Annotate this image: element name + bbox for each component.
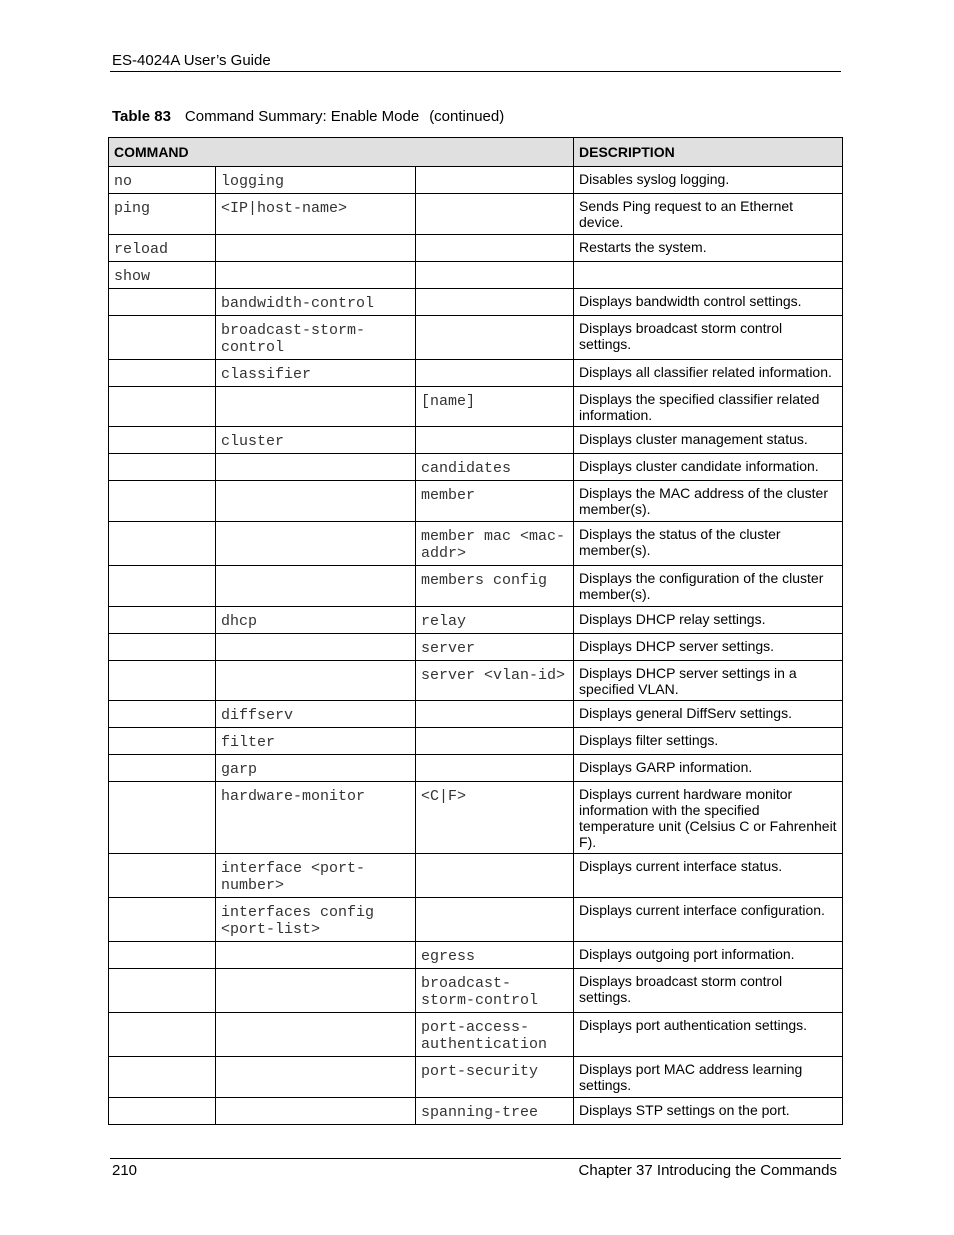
subcommand-cell: garp: [216, 755, 416, 782]
table-row: [109, 566, 843, 607]
description-cell: Displays the status of the cluster member(s).: [574, 522, 843, 566]
option-cell: [416, 194, 574, 235]
option-cell: [416, 167, 574, 194]
subcommand-cell: [216, 481, 416, 522]
table-row: [109, 316, 843, 360]
description-cell: Displays DHCP server settings.: [574, 634, 843, 661]
option-cell: server: [416, 634, 574, 661]
command-cell: [109, 360, 216, 387]
option-cell: [416, 898, 574, 942]
command-cell: [109, 454, 216, 481]
subcommand-cell: [216, 235, 416, 262]
description-cell: Displays the specified classifier related information.: [574, 387, 843, 427]
command-cell: [109, 755, 216, 782]
description-cell: Displays GARP information.: [574, 755, 843, 782]
option-cell: member: [416, 481, 574, 522]
table-row: [109, 387, 843, 427]
description-cell: Displays cluster candidate information.: [574, 454, 843, 481]
description-cell: Displays all classifier related information.: [574, 360, 843, 387]
command-cell: ping: [109, 194, 216, 235]
option-cell: port-access- authentication: [416, 1013, 574, 1057]
description-cell: Displays cluster management status.: [574, 427, 843, 454]
description-cell: Displays the configuration of the cluster member(s).: [574, 566, 843, 607]
option-cell: [416, 427, 574, 454]
option-cell: egress: [416, 942, 574, 969]
option-cell: [name]: [416, 387, 574, 427]
subcommand-cell: [216, 942, 416, 969]
table-row: [109, 701, 843, 728]
description-cell: Displays port authentication settings.: [574, 1013, 843, 1057]
description-cell: Displays current hardware monitor information with the specified temperature unit (Celsius C or Fahrenheit F).: [574, 782, 843, 854]
page-number: 210: [112, 1162, 138, 1179]
table-caption-suffix: (continued): [429, 108, 505, 125]
description-cell: Displays DHCP relay settings.: [574, 607, 843, 634]
subcommand-cell: [216, 1057, 416, 1098]
table-body: [109, 167, 843, 1125]
description-cell: Sends Ping request to an Ethernet device.: [574, 194, 843, 235]
subcommand-cell: [216, 1013, 416, 1057]
subcommand-cell: [216, 1098, 416, 1125]
option-cell: members config: [416, 566, 574, 607]
subcommand-cell: [216, 262, 416, 289]
subcommand-cell: <IP|host-name>: [216, 194, 416, 235]
subcommand-cell: filter: [216, 728, 416, 755]
command-cell: reload: [109, 235, 216, 262]
option-cell: server <vlan-id>: [416, 661, 574, 701]
command-cell: [109, 701, 216, 728]
table-row: [109, 969, 843, 1013]
option-cell: relay: [416, 607, 574, 634]
command-cell: no: [109, 167, 216, 194]
option-cell: [416, 360, 574, 387]
table-row: [109, 782, 843, 854]
option-cell: [416, 854, 574, 898]
command-cell: [109, 969, 216, 1013]
command-cell: [109, 728, 216, 755]
table-row: [109, 262, 843, 289]
table-row: [109, 454, 843, 481]
header-rule: [110, 71, 841, 72]
description-cell: Displays bandwidth control settings.: [574, 289, 843, 316]
command-cell: [109, 1057, 216, 1098]
option-cell: broadcast- storm-control: [416, 969, 574, 1013]
description-cell: Displays filter settings.: [574, 728, 843, 755]
subcommand-cell: [216, 969, 416, 1013]
table-row: [109, 360, 843, 387]
chapter-title: Chapter 37 Introducing the Commands: [578, 1162, 837, 1179]
command-cell: [109, 566, 216, 607]
option-cell: [416, 316, 574, 360]
option-cell: [416, 235, 574, 262]
command-cell: [109, 942, 216, 969]
subcommand-cell: broadcast-storm- control: [216, 316, 416, 360]
option-cell: [416, 755, 574, 782]
description-cell: Disables syslog logging.: [574, 167, 843, 194]
option-cell: <C|F>: [416, 782, 574, 854]
subcommand-cell: classifier: [216, 360, 416, 387]
description-cell: Displays the MAC address of the cluster member(s).: [574, 481, 843, 522]
subcommand-cell: interface <port- number>: [216, 854, 416, 898]
command-cell: [109, 854, 216, 898]
command-cell: [109, 782, 216, 854]
subcommand-cell: [216, 661, 416, 701]
table-row: [109, 942, 843, 969]
table-header-row: [109, 138, 843, 167]
table-row: [109, 661, 843, 701]
command-cell: [109, 481, 216, 522]
subcommand-cell: [216, 454, 416, 481]
command-cell: [109, 522, 216, 566]
command-cell: [109, 607, 216, 634]
table-row: [109, 481, 843, 522]
table-row: [109, 728, 843, 755]
description-cell: Displays current interface configuration.: [574, 898, 843, 942]
description-cell: Restarts the system.: [574, 235, 843, 262]
table-row: [109, 194, 843, 235]
option-cell: candidates: [416, 454, 574, 481]
subcommand-cell: [216, 387, 416, 427]
description-cell: Displays broadcast storm control settings.: [574, 316, 843, 360]
command-summary-table: [108, 137, 843, 1125]
subcommand-cell: [216, 634, 416, 661]
table-row: [109, 634, 843, 661]
option-cell: [416, 728, 574, 755]
footer-rule: [110, 1158, 841, 1159]
description-cell: Displays broadcast storm control settings.: [574, 969, 843, 1013]
running-header-title: ES-4024A User’s Guide: [112, 52, 271, 69]
description-cell: Displays outgoing port information.: [574, 942, 843, 969]
description-cell: [574, 262, 843, 289]
description-cell: Displays general DiffServ settings.: [574, 701, 843, 728]
description-cell: Displays current interface status.: [574, 854, 843, 898]
subcommand-cell: bandwidth-control: [216, 289, 416, 316]
description-cell: Displays STP settings on the port.: [574, 1098, 843, 1125]
table-row: [109, 427, 843, 454]
subcommand-cell: interfaces config <port-list>: [216, 898, 416, 942]
table-row: [109, 898, 843, 942]
table-caption-label: Table 83: [112, 108, 171, 125]
command-cell: show: [109, 262, 216, 289]
command-cell: [109, 661, 216, 701]
command-cell: [109, 427, 216, 454]
table-row: [109, 235, 843, 262]
table-row: [109, 1013, 843, 1057]
command-cell: [109, 1013, 216, 1057]
table-row: [109, 1057, 843, 1098]
option-cell: [416, 262, 574, 289]
command-cell: [109, 634, 216, 661]
option-cell: member mac <mac- addr>: [416, 522, 574, 566]
command-cell: [109, 1098, 216, 1125]
option-cell: spanning-tree: [416, 1098, 574, 1125]
subcommand-cell: [216, 522, 416, 566]
command-cell: [109, 898, 216, 942]
option-cell: [416, 289, 574, 316]
command-cell: [109, 387, 216, 427]
subcommand-cell: dhcp: [216, 607, 416, 634]
description-cell: Displays port MAC address learning settings.: [574, 1057, 843, 1098]
table-row: [109, 167, 843, 194]
command-cell: [109, 316, 216, 360]
table-caption-title: Command Summary: Enable Mode: [184, 108, 420, 125]
option-cell: [416, 701, 574, 728]
table-caption: [112, 108, 504, 125]
table-row: [109, 854, 843, 898]
table-row: [109, 289, 843, 316]
table-row: [109, 522, 843, 566]
column-header-command: COMMAND: [109, 138, 574, 167]
subcommand-cell: cluster: [216, 427, 416, 454]
table-row: [109, 755, 843, 782]
subcommand-cell: [216, 566, 416, 607]
description-cell: Displays DHCP server settings in a specified VLAN.: [574, 661, 843, 701]
subcommand-cell: hardware-monitor: [216, 782, 416, 854]
subcommand-cell: logging: [216, 167, 416, 194]
subcommand-cell: diffserv: [216, 701, 416, 728]
table-row: [109, 1098, 843, 1125]
table-row: [109, 607, 843, 634]
command-cell: [109, 289, 216, 316]
column-header-description: DESCRIPTION: [574, 138, 843, 167]
option-cell: port-security: [416, 1057, 574, 1098]
